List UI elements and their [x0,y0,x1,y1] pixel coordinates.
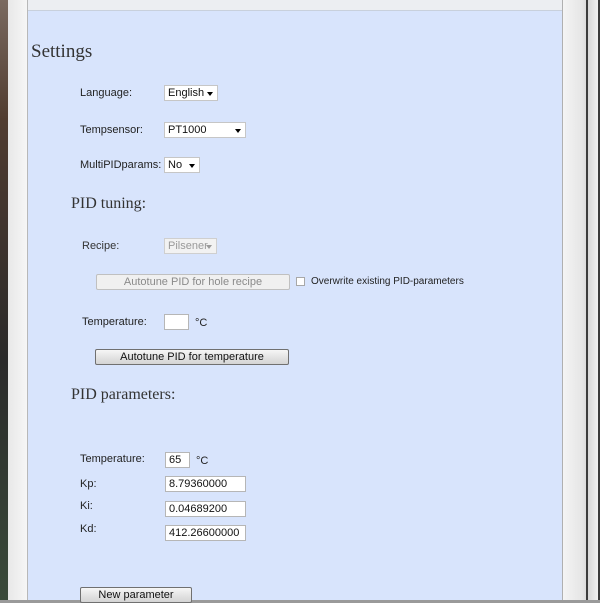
recipe-label: Recipe: [82,240,120,252]
chevron-down-icon [206,245,212,249]
tuning-temperature-unit: °C [195,317,208,329]
overwrite-checkbox[interactable] [296,277,305,286]
chevron-down-icon [235,129,241,133]
language-select[interactable] [164,85,218,101]
param-temperature-input[interactable]: 65 [165,452,190,468]
window-left-border [8,0,28,600]
desktop-edge [0,0,8,600]
overwrite-label: Overwrite existing PID-parameters [311,276,464,287]
multipid-value: No [168,159,183,171]
tempsensor-select[interactable] [164,122,246,138]
chevron-down-icon [207,92,213,96]
window-right-edge [588,0,598,600]
kd-input[interactable]: 412.26600000 [165,525,246,541]
tuning-temperature-input[interactable] [164,314,189,330]
chevron-down-icon [189,164,195,168]
page-title: Settings [31,41,93,62]
tempsensor-label: Tempsensor: [80,124,143,136]
multipid-select[interactable] [164,157,200,173]
ki-label: Ki: [80,500,93,512]
pid-tuning-heading: PID tuning: [71,195,147,212]
kp-label: Kp: [80,478,97,490]
tempsensor-value: PT1000 [168,124,207,136]
param-temperature-unit: °C [196,455,209,467]
settings-page [28,11,562,600]
param-temperature-label: Temperature: [80,453,145,465]
kd-label: Kd: [80,523,97,535]
multipid-label: MultiPIDparams: [80,159,162,171]
recipe-value: Pilsener [168,240,208,252]
language-value: English [168,87,205,99]
top-bar [28,0,562,11]
tuning-temperature-label: Temperature: [82,316,147,328]
recipe-select[interactable] [164,238,217,254]
autotune-temperature-button[interactable]: Autotune PID for temperature [95,349,289,365]
kp-input[interactable]: 8.79360000 [165,476,246,492]
pid-parameters-heading: PID parameters: [71,386,176,403]
new-parameter-button[interactable]: New parameter [80,587,192,603]
ki-input[interactable]: 0.04689200 [165,501,246,517]
autotune-recipe-button[interactable]: Autotune PID for hole recipe [96,274,290,290]
language-label: Language: [80,87,132,99]
